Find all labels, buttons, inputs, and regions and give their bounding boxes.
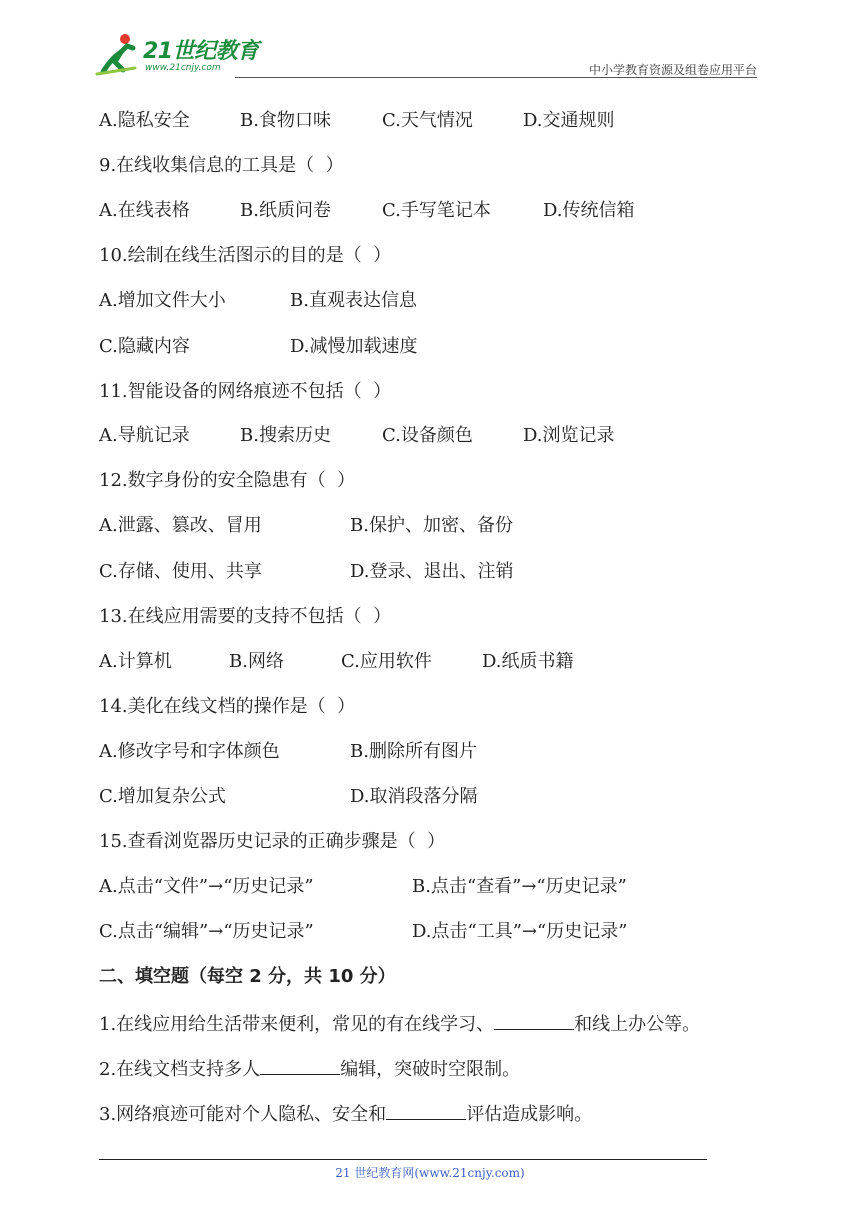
q14-option-c: C.增加复杂公式 [99,786,226,807]
fill-3-text-after: 评估造成影响。 [466,1104,593,1125]
fill-1-text-after: 和线上办公等。 [574,1014,701,1035]
header-tagline: 中小学教育资源及组卷应用平台 [588,63,757,77]
q11-stem: 11.智能设备的网络痕迹不包括（ ） [99,381,392,402]
q8-option-d: D.交通规则 [523,110,615,131]
brand-logo [95,32,265,78]
q14-stem: 14.美化在线文档的操作是（ ） [99,696,356,717]
q12-option-c: C.存储、使用、共享 [99,561,262,582]
q8-option-c: C.天气情况 [382,110,473,131]
section-title-fill-in: 二、填空题（每空 2 分，共 10 分） [99,966,396,987]
q13-option-a: A.计算机 [99,651,172,672]
logo-text: 21世纪教育 [143,39,259,64]
fill-1-text-before: 1.在线应用给生活带来便利，常见的有在线学习、 [99,1014,495,1035]
fill-question-3 [99,1101,592,1127]
q11-option-a: A.导航记录 [99,425,190,446]
fill-2-blank[interactable] [260,1056,340,1075]
q12-option-a: A.泄露、篡改、冒用 [99,515,262,536]
q8-option-b: B.食物口味 [240,110,331,131]
fill-question-1 [99,1011,700,1037]
q14-option-d: D.取消段落分隔 [350,786,478,807]
q9-option-c: C.手写笔记本 [382,200,491,221]
q12-option-d: D.登录、退出、注销 [350,561,514,582]
q13-option-d: D.纸质书籍 [482,651,574,672]
fill-2-text-before: 2.在线文档支持多人 [99,1059,261,1080]
q12-option-b: B.保护、加密、备份 [350,515,513,536]
fill-1-blank[interactable] [494,1011,574,1030]
q15-option-b: B.点击“查看”→“历史记录” [412,876,627,897]
fill-2-text-after: 编辑，突破时空限制。 [340,1059,521,1080]
q9-option-b: B.纸质问卷 [240,200,331,221]
q9-stem: 9.在线收集信息的工具是（ ） [99,155,344,176]
logo-url: www.21cnjy.com [145,63,221,73]
q14-option-b: B.删除所有图片 [350,741,477,762]
q11-option-b: B.搜索历史 [240,425,331,446]
header-divider [235,77,757,78]
q11-option-c: C.设备颜色 [382,425,473,446]
q13-option-c: C.应用软件 [341,651,432,672]
q10-option-d: D.减慢加载速度 [290,336,418,357]
q10-option-c: C.隐藏内容 [99,336,190,357]
footer-divider [99,1159,707,1160]
q10-option-b: B.直观表达信息 [290,290,417,311]
q15-option-a: A.点击“文件”→“历史记录” [99,876,314,897]
runner-logo-icon [95,32,143,76]
q9-option-d: D.传统信箱 [543,200,635,221]
q13-stem: 13.在线应用需要的支持不包括（ ） [99,606,392,627]
q15-stem: 15.查看浏览器历史记录的正确步骤是（ ） [99,831,446,852]
q12-stem: 12.数字身份的安全隐患有（ ） [99,470,356,491]
fill-question-2 [99,1056,520,1082]
q9-option-a: A.在线表格 [99,200,190,221]
q15-option-d: D.点击“工具”→“历史记录” [412,921,628,942]
page-header [95,28,757,80]
q10-stem: 10.绘制在线生活图示的目的是（ ） [99,245,392,266]
q13-option-b: B.网络 [229,651,284,672]
footer-link[interactable]: 21 世纪教育网(www.21cnjy.com) [335,1166,525,1180]
q14-option-a: A.修改字号和字体颜色 [99,741,280,762]
q15-option-c: C.点击“编辑”→“历史记录” [99,921,314,942]
fill-3-blank[interactable] [386,1101,466,1120]
q11-option-d: D.浏览记录 [523,425,615,446]
q10-option-a: A.增加文件大小 [99,290,226,311]
fill-3-text-before: 3.网络痕迹可能对个人隐私、安全和 [99,1104,387,1125]
q8-option-a: A.隐私安全 [99,110,190,131]
